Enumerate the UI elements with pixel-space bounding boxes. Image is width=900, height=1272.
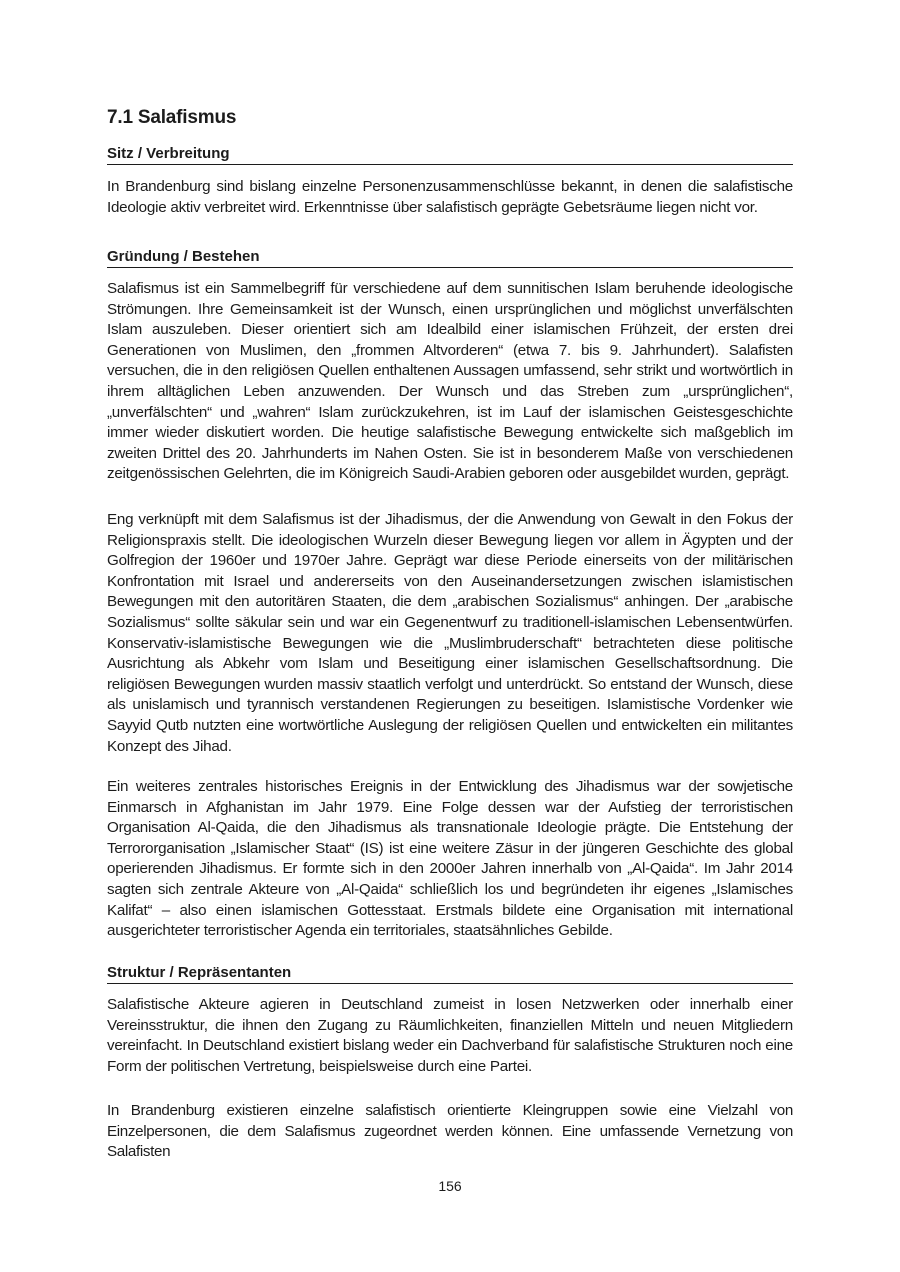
paragraph: In Brandenburg existieren einzelne salafistisch orientierte Kleingruppen sowie eine Vielzahl von Einzelpersonen, die dem Salafismus zugeordnet werden können. Eine umfassende Vernetzung von Salafisten [107,1102,793,1161]
paragraph: Ein weiteres zentrales historisches Ereignis in der Entwicklung des Jihadismus war der sowjetische Einmarsch in Afghanistan im Jahr 1979. Eine Folge dessen war der Aufstieg der terroristischen Organisation Al-Qaida, die den Jihadismus als transnationale Ideologie prägte. Die Entstehung der Terrororganisation „Islamischer Staat“ (IS) ist eine weitere Zäsur in der jüngeren Geschichte des global operierenden Jihadismus. Er formte sich in den 2000er Jahren innerhalb von „Al-Qaida“. Im Jahr 2014 sagten sich zentrale Akteure von „Al-Qaida“ schließlich los und begründeten ihr eigenes „Islamisches Kalifat“ – also einen islamischen Gottesstaat. Erstmals bildete eine Organisation mit international ausgerichteter terroristischer Agenda ein territoriales, staatsähnliches Gebilde. [107,778,793,940]
paragraph: Salafismus ist ein Sammelbegriff für verschiedene auf dem sunnitischen Islam beruhende ideologische Strömungen. Ihre Gemeinsamkeit ist der Wunsch, einen ursprünglichen und möglichst unverfälschten Islam auszuleben. Dieser orientiert sich am Idealbild einer islamischen Frühzeit, der ersten drei Generationen von Muslimen, den „frommen Altvorderen“ (etwa 7. bis 9. Jahrhundert). Salafisten versuchen, die in den religiösen Quellen enthaltenen Aussagen umfassend, sehr strikt und wortwörtlich in ihrem alltäglichen Leben anzuwenden. Der Wunsch und das Streben zum „ursprünglichen“, „unverfälschten“ und „wahren“ Islam zurückzukehren, ist im Lauf der islamischen Geistesgeschichte immer wieder diskutiert worden. Die heutige salafistische Bewegung entwickelte sich maßgeblich im zweiten Drittel des 20. Jahrhunderts im Nahen Osten. Sie ist in besonderem Maße von verschiedenen zeitgenössischen Gelehrten, die im Königreich Saudi-Arabien geboren oder ausgebildet wurden, geprägt. [107,280,793,483]
paragraph: In Brandenburg sind bislang einzelne Personenzusammenschlüsse bekannt, in denen die salafistische Ideologie aktiv verbreitet wird. Erkenntnisse über salafistisch geprägte Gebetsräume liegen nicht vor. [107,178,793,216]
section-heading-sitz: Sitz / Verbreitung [107,145,793,165]
chapter-title: 7.1 Salafismus [107,107,237,128]
paragraph: Eng verknüpft mit dem Salafismus ist der Jihadismus, der die Anwendung von Gewalt in den Fokus der Religionspraxis stellt. Die ideologischen Wurzeln dieser Bewegung liegen vor allem in Ägypten und der Golfregion der 1960er und 1970er Jahre. Geprägt war diese Periode einerseits von der militärischen Konfrontation mit Israel und andererseits von den Auseinandersetzungen zwischen islamistischen Bewegungen mit den autoritären Staaten, die dem „arabischen Sozialismus“ anhingen. Der „arabische Sozialismus“ sollte säkular sein und war ein Gegenentwurf zu traditionell-islamischen Lebensentwürfen. Konservativ-islamistische Bewegungen wie die „Muslimbruderschaft“ betrachteten diese politische Ausrichtung als Abkehr vom Islam und Beseitigung einer islamischen Gesellschaftsordnung. Die religiösen Bewegungen wurden massiv staatlich verfolgt und unterdrückt. So entstand der Wunsch, diese als unislamisch und tyrannisch verstandenen Regierungen zu beseitigen. Islamistische Vordenker wie Sayyid Qutb nutzten eine wortwörtliche Auslegung der religiösen Quellen und entwickelten ein militantes Konzept des Jihad. [107,511,793,755]
page-number: 156 [438,1178,462,1194]
section-heading-struktur: Struktur / Repräsentanten [107,964,793,984]
paragraph: Salafistische Akteure agieren in Deutschland zumeist in losen Netzwerken oder innerhalb einer Vereinsstruktur, die ihnen den Zugang zu Räumlichkeiten, finanziellen Mitteln und neuen Mitgliedern vereinfacht. In Deutschland existiert bislang weder ein Dachverband für salafistische Strukturen noch eine Form der politischen Vertretung, beispielsweise durch eine Partei. [107,996,793,1075]
section-heading-gruendung: Gründung / Bestehen [107,248,793,268]
